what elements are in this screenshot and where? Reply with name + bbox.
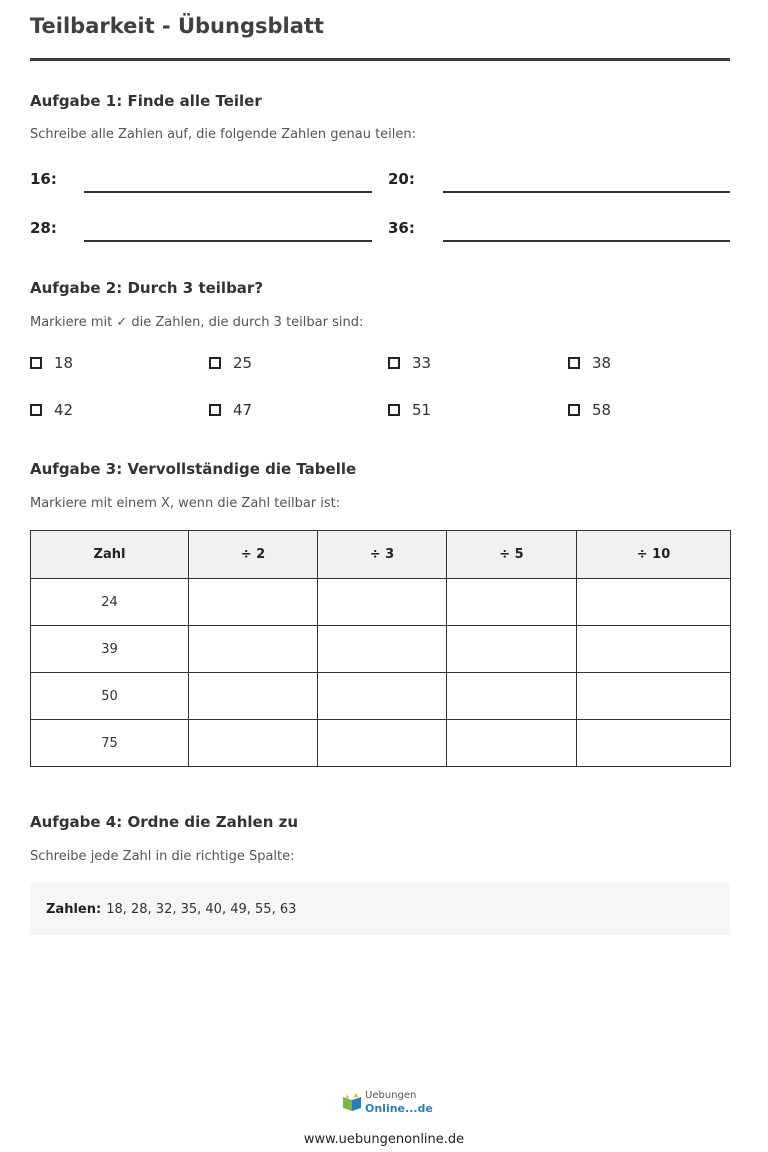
checkbox-icon[interactable] — [209, 357, 221, 369]
checkbox-item[interactable] — [388, 354, 431, 372]
answer-cell[interactable] — [577, 720, 731, 767]
checkbox-item[interactable] — [30, 354, 73, 372]
task3-heading: Aufgabe 3: Vervollständige die Tabelle — [30, 460, 357, 478]
row-number: 24 — [31, 579, 189, 626]
task2-instruction: Markiere mit ✓ die Zahlen, die durch 3 teilbar sind: — [30, 315, 364, 330]
table-row — [31, 579, 731, 626]
checkbox-number: 25 — [233, 354, 253, 372]
task2-heading: Aufgabe 2: Durch 3 teilbar? — [30, 279, 264, 297]
column-header: ÷ 3 — [318, 531, 447, 579]
checkbox-number: 51 — [412, 401, 432, 419]
numbers-value: 18, 28, 32, 35, 40, 49, 55, 63 — [106, 901, 297, 917]
task3-instruction: Markiere mit einem X, wenn die Zahl teilbar ist: — [30, 496, 341, 511]
checkbox-icon[interactable] — [388, 404, 400, 416]
checkbox-icon[interactable] — [209, 404, 221, 416]
divisor-label-36: 36: — [388, 219, 415, 237]
book-icon — [341, 1093, 363, 1113]
answer-cell[interactable] — [447, 720, 577, 767]
answer-cell[interactable] — [189, 579, 318, 626]
checkbox-number: 42 — [54, 401, 74, 419]
divisor-label-20: 20: — [388, 170, 415, 188]
checkbox-number: 58 — [592, 401, 612, 419]
page-title: Teilbarkeit - Übungsblatt — [30, 14, 324, 38]
checkbox-item[interactable] — [30, 401, 73, 419]
checkbox-icon[interactable] — [30, 404, 42, 416]
numbers-label: Zahlen: — [46, 901, 102, 917]
divisor-label-28: 28: — [30, 219, 57, 237]
answer-cell[interactable] — [318, 579, 447, 626]
answer-cell[interactable] — [577, 626, 731, 673]
table-row — [31, 720, 731, 767]
row-number: 75 — [31, 720, 189, 767]
answer-cell[interactable] — [318, 720, 447, 767]
site-logo[interactable] — [341, 1090, 431, 1116]
answer-cell[interactable] — [577, 579, 731, 626]
checkbox-number: 47 — [233, 401, 253, 419]
checkbox-icon[interactable] — [388, 357, 400, 369]
checkbox-item[interactable] — [388, 401, 431, 419]
column-header: ÷ 10 — [577, 531, 731, 579]
task1-instruction: Schreibe alle Zahlen auf, die folgende Zahlen genau teilen: — [30, 127, 417, 142]
checkbox-item[interactable] — [568, 354, 611, 372]
column-header: ÷ 5 — [447, 531, 577, 579]
checkbox-icon[interactable] — [568, 404, 580, 416]
row-number: 39 — [31, 626, 189, 673]
checkbox-icon[interactable] — [568, 357, 580, 369]
checkbox-item[interactable] — [209, 401, 252, 419]
answer-cell[interactable] — [447, 626, 577, 673]
checkbox-icon[interactable] — [30, 357, 42, 369]
task4-instruction: Schreibe jede Zahl in die richtige Spalte: — [30, 849, 295, 864]
answer-cell[interactable] — [318, 673, 447, 720]
column-header: Zahl — [31, 531, 189, 579]
checkbox-item[interactable] — [568, 401, 611, 419]
answer-cell[interactable] — [189, 626, 318, 673]
answer-cell[interactable] — [189, 720, 318, 767]
logo-text-line1: Uebungen — [365, 1090, 417, 1101]
checkbox-number: 33 — [412, 354, 432, 372]
answer-cell[interactable] — [577, 673, 731, 720]
task4-heading: Aufgabe 4: Ordne die Zahlen zu — [30, 813, 299, 831]
table-row — [31, 673, 731, 720]
numbers-box — [30, 883, 730, 935]
divisibility-table — [30, 530, 731, 767]
footer-url[interactable]: www.uebungenonline.de — [303, 1132, 465, 1147]
answer-cell[interactable] — [318, 626, 447, 673]
checkbox-number: 38 — [592, 354, 612, 372]
checkbox-item[interactable] — [209, 354, 252, 372]
table-row — [31, 626, 731, 673]
column-header: ÷ 2 — [189, 531, 318, 579]
answer-line-28[interactable] — [84, 240, 372, 242]
answer-cell[interactable] — [189, 673, 318, 720]
task1-heading: Aufgabe 1: Finde alle Teiler — [30, 92, 262, 110]
divisor-label-16: 16: — [30, 170, 57, 188]
title-divider — [30, 58, 730, 61]
checkbox-number: 18 — [54, 354, 74, 372]
answer-cell[interactable] — [447, 579, 577, 626]
answer-line-36[interactable] — [443, 240, 730, 242]
row-number: 50 — [31, 673, 189, 720]
answer-line-20[interactable] — [443, 191, 730, 193]
table-header-row — [31, 531, 731, 579]
answer-line-16[interactable] — [84, 191, 372, 193]
logo-text-line2: Online...de — [365, 1102, 433, 1115]
answer-cell[interactable] — [447, 673, 577, 720]
